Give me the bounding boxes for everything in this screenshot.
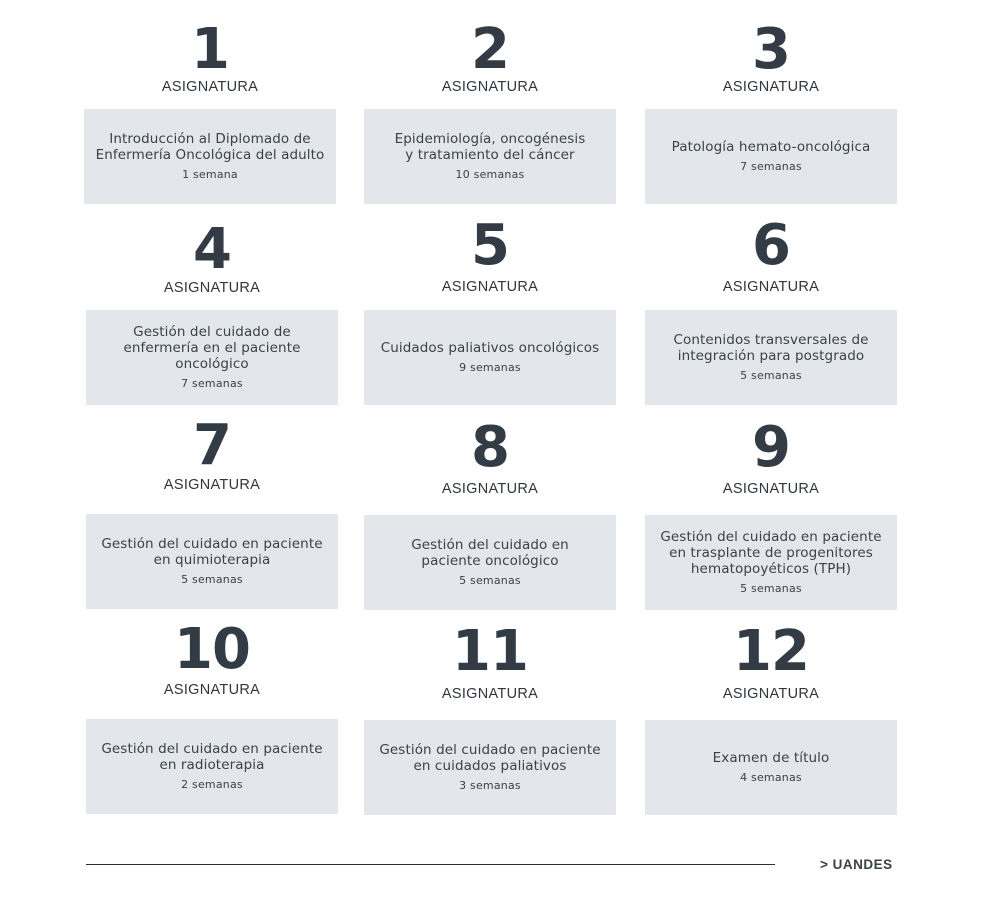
- module-label: ASIGNATURA: [722, 279, 820, 295]
- module-number: 5: [471, 213, 509, 278]
- module-number: 3: [752, 17, 790, 82]
- module-title: Gestión del cuidado en paciente oncológico: [411, 537, 569, 569]
- footer-divider: [86, 864, 775, 865]
- module-duration: 1 semana: [182, 168, 238, 181]
- module-card[interactable]: [645, 720, 897, 815]
- module-label: ASIGNATURA: [722, 79, 820, 95]
- module-number: 7: [193, 413, 231, 478]
- module-title: Gestión del cuidado en paciente en trasplante de progenitores hematopoyéticos (TPH): [660, 529, 882, 577]
- module-duration: 5 semanas: [459, 574, 521, 587]
- module-duration: 5 semanas: [740, 369, 802, 382]
- module-label: ASIGNATURA: [441, 279, 539, 295]
- module-number: 10: [174, 617, 250, 682]
- module-card[interactable]: [364, 310, 616, 405]
- module-label: ASIGNATURA: [441, 79, 539, 95]
- module-label: ASIGNATURA: [441, 686, 539, 702]
- module-card[interactable]: [86, 310, 338, 405]
- module-number: 8: [471, 415, 509, 480]
- module-title: Cuidados paliativos oncológicos: [380, 340, 600, 356]
- module-card[interactable]: [645, 515, 897, 610]
- module-number: 2: [471, 17, 509, 82]
- module-card[interactable]: [364, 720, 616, 815]
- module-label: ASIGNATURA: [161, 79, 259, 95]
- module-label: ASIGNATURA: [441, 481, 539, 497]
- module-duration: 2 semanas: [181, 778, 243, 791]
- module-number: 9: [752, 415, 790, 480]
- module-card[interactable]: [86, 514, 338, 609]
- module-label: ASIGNATURA: [722, 481, 820, 497]
- module-number: 12: [733, 619, 809, 684]
- module-label: ASIGNATURA: [722, 686, 820, 702]
- module-title: Gestión del cuidado en paciente en radioterapia: [101, 741, 323, 773]
- module-number: 11: [452, 619, 528, 684]
- module-number: 4: [193, 217, 231, 282]
- module-label: ASIGNATURA: [163, 682, 261, 698]
- module-title: Epidemiología, oncogénesis y tratamiento del cáncer: [394, 131, 586, 163]
- module-duration: 7 semanas: [740, 160, 802, 173]
- module-duration: 10 semanas: [455, 168, 525, 181]
- module-title: Introducción al Diplomado de Enfermería Oncológica del adulto: [95, 131, 325, 163]
- module-title: Contenidos transversales de integración para postgrado: [673, 332, 869, 364]
- module-title: Examen de título: [712, 750, 830, 766]
- module-duration: 9 semanas: [459, 361, 521, 374]
- module-duration: 4 semanas: [740, 771, 802, 784]
- module-card[interactable]: [645, 310, 897, 405]
- module-duration: 5 semanas: [181, 573, 243, 586]
- module-duration: 5 semanas: [740, 582, 802, 595]
- module-duration: 3 semanas: [459, 779, 521, 792]
- module-number: 6: [752, 213, 790, 278]
- module-label: ASIGNATURA: [163, 280, 261, 296]
- module-title: Gestión del cuidado en paciente en quimioterapia: [101, 536, 323, 568]
- module-card[interactable]: [364, 515, 616, 610]
- module-card[interactable]: [364, 109, 616, 204]
- module-duration: 7 semanas: [181, 377, 243, 390]
- module-card[interactable]: [84, 109, 336, 204]
- module-title: Patología hemato-oncológica: [671, 139, 871, 155]
- uandes-logo[interactable]: > UANDES: [820, 857, 893, 872]
- module-label: ASIGNATURA: [163, 477, 261, 493]
- module-title: Gestión del cuidado de enfermería en el paciente oncológico: [123, 324, 301, 372]
- module-title: Gestión del cuidado en paciente en cuidados paliativos: [379, 742, 601, 774]
- module-card[interactable]: [645, 109, 897, 204]
- module-number: 1: [191, 17, 229, 82]
- module-card[interactable]: [86, 719, 338, 814]
